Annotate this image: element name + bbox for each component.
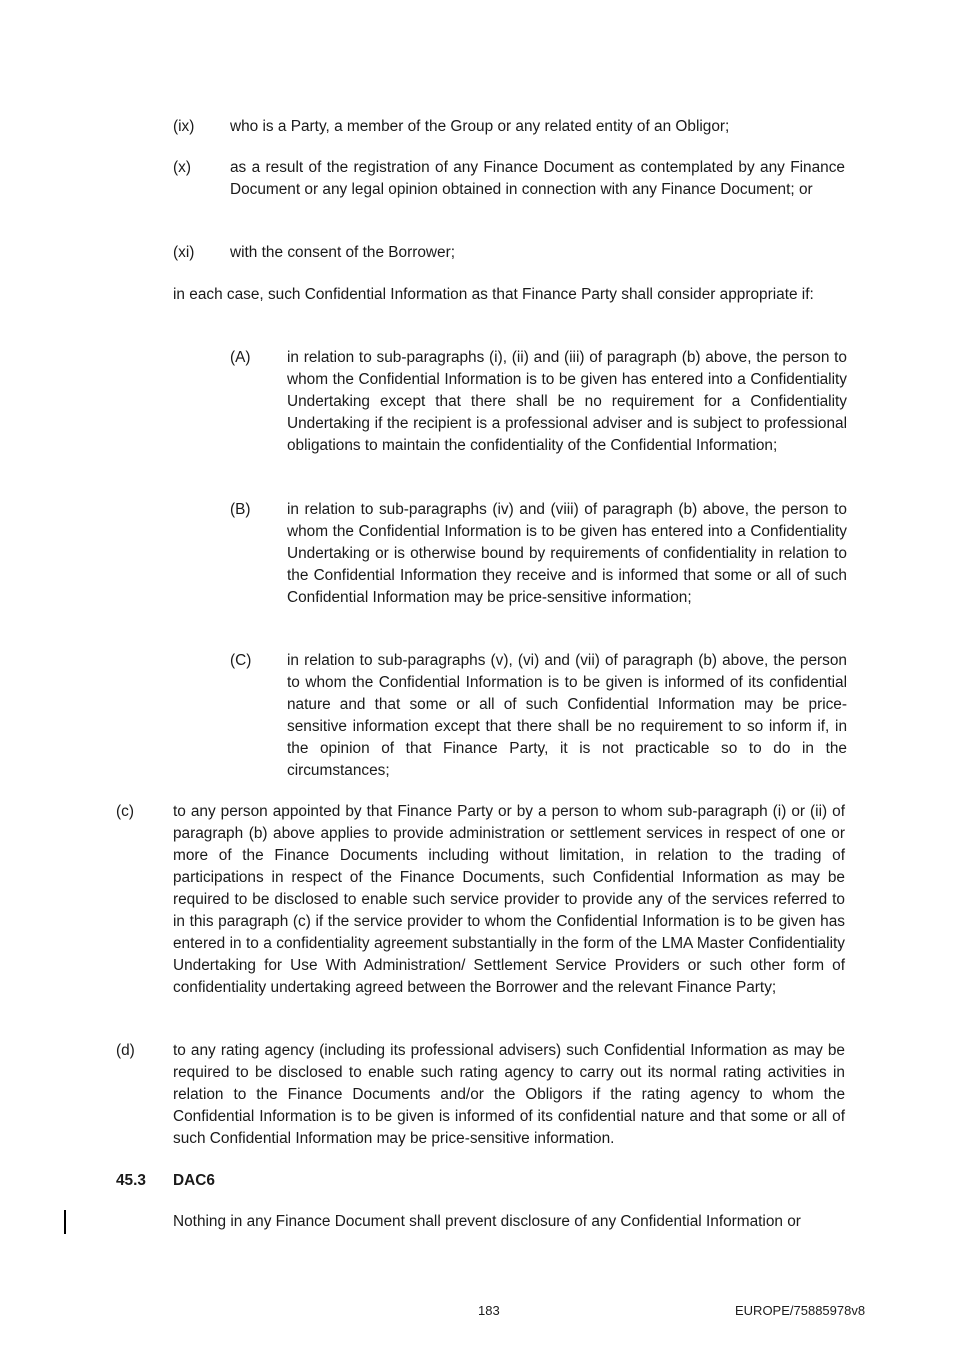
- item-label: (xi): [173, 244, 195, 261]
- paragraph-text: to any rating agency (including its professional advisers) such Confidential Information as may be required to be disclosed to enable such rating agency to carry out its normal rating activities in relation to the Finance Documents and/or the Obligors if the rating agency to whom the Confidential Information is to be given is informed of its confidential nature and that some or all of such Confidential Information may be price-sensitive information.: [173, 1042, 845, 1147]
- page-number: 183: [478, 1303, 500, 1318]
- item-label: (x): [173, 159, 191, 176]
- paragraph-label: (c): [116, 803, 134, 820]
- section-number: 45.3: [116, 1172, 146, 1189]
- item-text: who is a Party, a member of the Group or any related entity of an Obligor;: [230, 118, 730, 135]
- document-reference: EUROPE/75885978v8: [735, 1303, 866, 1318]
- sub-item-label: (A): [230, 349, 251, 366]
- sub-item-label: (C): [230, 652, 252, 669]
- section-title: DAC6: [173, 1172, 215, 1189]
- paragraph-label: (d): [116, 1042, 135, 1059]
- sub-item-text: in relation to sub-paragraphs (v), (vi) and (vii) of paragraph (b) above, the person to whom the Confidential Information is to be given is informed of its confidential nature and that some or all of such Confidential Information may be price-sensitive information except that there shall be no requirement to so inform if, in the opinion of that Finance Party, it is not practicable so to do in the circumstances;: [287, 652, 847, 779]
- sub-item-text: in relation to sub-paragraphs (iv) and (viii) of paragraph (b) above, the person to whom the Confidential Information is to be given has entered into a Confidentiality Undertaking or is otherwise bound by requirements of confidentiality in relation to the Confidential Information they receive and is informed that some or all of such Confidential Information may be price-sensitive information;: [287, 501, 847, 606]
- each-case-paragraph: in each case, such Confidential Information as that Finance Party shall consider appropriate if:: [173, 286, 814, 303]
- item-text: with the consent of the Borrower;: [230, 244, 455, 261]
- item-text: as a result of the registration of any Finance Document as contemplated by any Finance Document or any legal opinion obtained in connection with any Finance Document; or: [230, 159, 845, 198]
- sub-item-text: in relation to sub-paragraphs (i), (ii) and (iii) of paragraph (b) above, the person to whom the Confidential Information is to be given has entered into a Confidentiality Undertaking except that there shall be no requirement for a Confidentiality Undertaking if the recipient is a professional adviser and is subject to professional obligations to maintain the confidentiality of the Confidential Information;: [287, 349, 847, 454]
- paragraph-text: to any person appointed by that Finance Party or by a person to whom sub-paragraph (i) or (ii) of paragraph (b) above applies to provide administration or settlement services in respect of one or more of the Finance Documents including without limitation, in relation to the trading of participations in respect of the Finance Documents, such Confidential Information as may be required to be disclosed to enable such service provider to provide any of the services referred to in this paragraph (c) if the service provider to whom the Confidential Information is to be given has entered in to a confidentiality agreement substantially in the form of the LMA Master Confidentiality Undertaking for Use With Administration/ Settlement Service Providers or such other form of confidentiality undertaking agreed between the Borrower and the relevant Finance Party;: [173, 803, 845, 996]
- item-label: (ix): [173, 118, 195, 135]
- sub-item-label: (B): [230, 501, 251, 518]
- section-body-text: Nothing in any Finance Document shall prevent disclosure of any Confidential Information or: [173, 1213, 801, 1230]
- revision-change-bar: [64, 1210, 66, 1234]
